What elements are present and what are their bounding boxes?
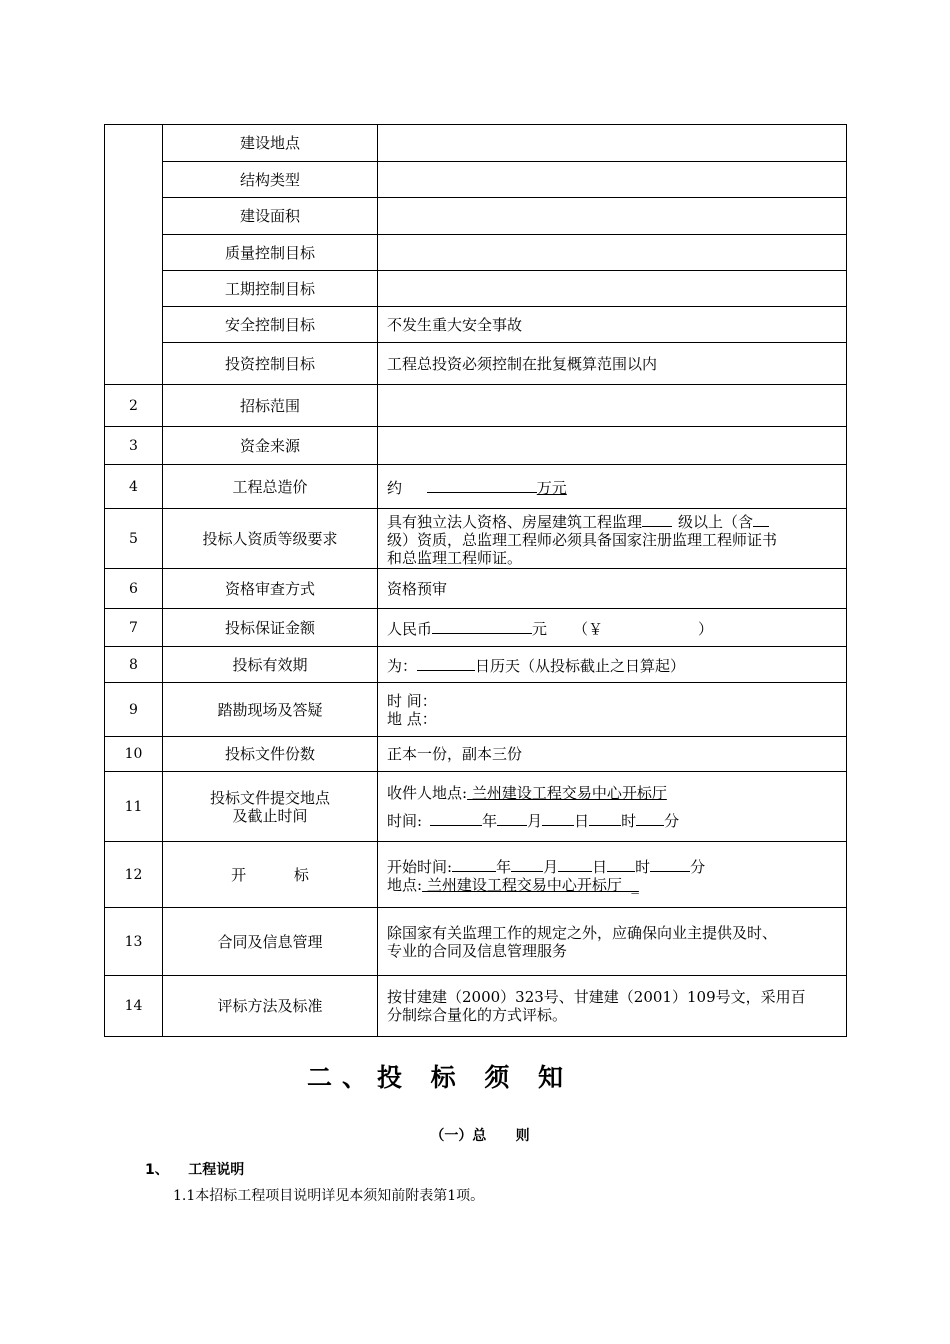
day-label: 日 — [592, 857, 608, 876]
month-blank — [511, 856, 543, 872]
year-blank — [452, 856, 496, 872]
row-number-cell: 3 — [105, 427, 163, 465]
row-number-cell: 6 — [105, 569, 163, 609]
month-label: 月 — [543, 857, 559, 876]
grade-blank-2 — [753, 511, 769, 527]
approx-label: 约 — [387, 478, 403, 497]
table-row — [105, 842, 847, 908]
item-cell: 投标人资质等级要求 — [163, 509, 378, 569]
tender-info-table — [104, 124, 847, 1037]
hour-blank — [607, 856, 635, 872]
row-number-cell: 10 — [105, 737, 163, 772]
content-cell — [378, 683, 847, 737]
content-cell — [378, 385, 847, 427]
item-1-text: 1.1本招标工程项目说明详见本须知前附表第1项。 — [173, 1188, 485, 1204]
row-number-cell: 5 — [105, 509, 163, 569]
yen-open: （￥ — [573, 619, 604, 638]
hour-label: 时 — [635, 857, 651, 876]
item-cell: 踏勘现场及答疑 — [163, 683, 378, 737]
content-cell: 正本一份，副本三份 — [378, 737, 847, 772]
yen-close: ） — [698, 619, 714, 638]
receiver-address-label: 收件人地点: — [387, 783, 468, 802]
content-cell — [378, 125, 847, 162]
qualification-line-3: 和总监理工程师证。 — [387, 548, 523, 567]
year-label: 年 — [482, 811, 498, 830]
content-cell — [378, 509, 847, 569]
item-cell: 合同及信息管理 — [163, 908, 378, 976]
qualification-line-1b: 级以上（含 — [678, 512, 754, 531]
table-row — [105, 609, 847, 647]
item-cell: 结构类型 — [163, 162, 378, 198]
table-row — [105, 198, 847, 235]
item-cell: 安全控制目标 — [163, 307, 378, 343]
table-row — [105, 772, 847, 842]
item-cell: 投标文件份数 — [163, 737, 378, 772]
content-cell — [378, 647, 847, 683]
content-cell — [378, 271, 847, 307]
opening-time-label: 开始时间: — [387, 857, 453, 876]
row-number-cell: 2 — [105, 385, 163, 427]
price-blank — [427, 477, 537, 493]
deadline-time-label: 时间: — [387, 811, 423, 830]
qualification-line-2: 级）资质，总监理工程师必须具备国家注册监理工程师证书 — [387, 530, 778, 549]
table-row — [105, 647, 847, 683]
validity-label: 为： — [387, 656, 418, 675]
month-blank — [497, 810, 527, 826]
opening-place-value: 兰州建设工程交易中心开标厅 _ — [422, 875, 639, 894]
days-blank — [417, 655, 475, 671]
contract-line-1: 除国家有关监理工作的规定之外，应确保向业主提供及时、 — [387, 923, 778, 942]
row-number-cell: 11 — [105, 772, 163, 842]
minute-blank — [636, 810, 664, 826]
content-cell — [378, 908, 847, 976]
content-cell — [378, 235, 847, 271]
submission-item-line-2: 及截止时间 — [232, 806, 308, 825]
item-cell: 工期控制目标 — [163, 271, 378, 307]
table-row — [105, 509, 847, 569]
table-row — [105, 385, 847, 427]
receiver-address-value: 兰州建设工程交易中心开标厅 — [467, 783, 667, 802]
table-row — [105, 307, 847, 343]
table-row — [105, 737, 847, 772]
minute-label: 分 — [690, 857, 706, 876]
grade-blank — [642, 511, 672, 527]
item-1-title: 1、 工程说明 — [145, 1162, 245, 1178]
content-cell: 不发生重大安全事故 — [378, 307, 847, 343]
row-number-cell: 7 — [105, 609, 163, 647]
item-cell: 建设地点 — [163, 125, 378, 162]
content-cell — [378, 198, 847, 235]
content-cell — [378, 609, 847, 647]
site-visit-time: 时 间： — [387, 691, 437, 710]
amount-blank — [432, 618, 532, 634]
table-row — [105, 343, 847, 385]
rmb-label: 人民币 — [387, 619, 433, 638]
subsection-heading: （一）总 则 — [430, 1128, 530, 1144]
table-row — [105, 976, 847, 1037]
content-cell — [378, 842, 847, 908]
item-cell: 投资控制目标 — [163, 343, 378, 385]
row-number-cell: 13 — [105, 908, 163, 976]
minute-label: 分 — [664, 811, 680, 830]
row-number-cell — [105, 125, 163, 385]
year-label: 年 — [496, 857, 512, 876]
table-row — [105, 235, 847, 271]
content-cell — [378, 427, 847, 465]
item-cell: 资格审查方式 — [163, 569, 378, 609]
content-cell: 工程总投资必须控制在批复概算范围以内 — [378, 343, 847, 385]
contract-line-2: 专业的合同及信息管理服务 — [387, 941, 568, 960]
item-cell — [163, 772, 378, 842]
content-cell — [378, 465, 847, 509]
evaluation-line-2: 分制综合量化的方式评标。 — [387, 1006, 568, 1024]
year-blank — [430, 810, 482, 826]
table-row — [105, 427, 847, 465]
item-cell: 评标方法及标准 — [163, 976, 378, 1037]
item-cell: 资金来源 — [163, 427, 378, 465]
content-cell — [378, 162, 847, 198]
content-cell: 资格预审 — [378, 569, 847, 609]
section-heading: 二、投 标 须 知 — [306, 1063, 574, 1092]
item-cell: 建设面积 — [163, 198, 378, 235]
hour-blank — [589, 810, 621, 826]
table-row — [105, 271, 847, 307]
item-cell: 工程总造价 — [163, 465, 378, 509]
hour-label: 时 — [621, 811, 637, 830]
table-row — [105, 569, 847, 609]
month-label: 月 — [527, 811, 543, 830]
row-number-cell: 4 — [105, 465, 163, 509]
submission-item-line-1: 投标文件提交地点 — [209, 788, 330, 807]
minute-blank — [650, 856, 690, 872]
row-number-cell: 14 — [105, 976, 163, 1037]
content-cell — [378, 976, 847, 1037]
validity-text: 日历天（从投标截止之日算起） — [475, 656, 686, 675]
content-cell — [378, 772, 847, 842]
item-cell: 开 标 — [163, 842, 378, 908]
evaluation-line-1: 按甘建建（2000）323号、甘建建（2001）109号文，采用百 — [387, 988, 806, 1006]
yuan-label: 元 — [532, 619, 548, 638]
item-cell: 投标保证金额 — [163, 609, 378, 647]
day-blank — [542, 810, 574, 826]
item-cell: 投标有效期 — [163, 647, 378, 683]
table-row — [105, 908, 847, 976]
opening-place-label: 地点: — [387, 875, 423, 894]
site-visit-place: 地 点： — [387, 709, 437, 728]
table-row — [105, 125, 847, 162]
item-cell: 招标范围 — [163, 385, 378, 427]
row-number-cell: 12 — [105, 842, 163, 908]
row-number-cell: 9 — [105, 683, 163, 737]
day-label: 日 — [574, 811, 590, 830]
day-blank — [558, 856, 592, 872]
table-row — [105, 162, 847, 198]
price-unit: 万元 — [536, 478, 567, 497]
table-row — [105, 683, 847, 737]
item-cell: 质量控制目标 — [163, 235, 378, 271]
qualification-line-1a: 具有独立法人资格、房屋建筑工程监理 — [387, 512, 643, 531]
row-number-cell: 8 — [105, 647, 163, 683]
table-row — [105, 465, 847, 509]
